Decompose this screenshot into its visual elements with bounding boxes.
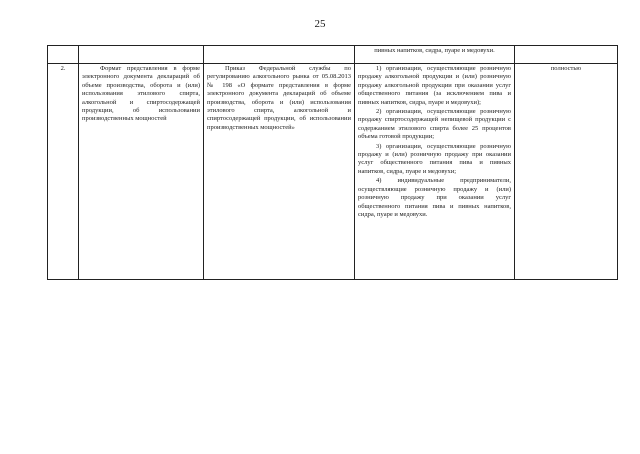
table-row bbox=[48, 64, 618, 280]
cell-act bbox=[204, 46, 355, 64]
row-number: 2. bbox=[48, 64, 79, 280]
subject-item: 2) организации, осуществляющие розничную продажу спиртосодержащей непищевой продукции с содержанием этилового спирта более 25 процентов объема готовой продукции; bbox=[358, 108, 511, 141]
requirement-name: Формат представления в форме электронного документа деклараций об объеме производства, оборота и (или) использования этилового спирта, алкогольной и спиртосодержащей продукции, об использовании производственных мощностей bbox=[82, 65, 200, 123]
legal-act-cell bbox=[204, 64, 355, 280]
subject-item: 4) индивидуальные предприниматели, осуществляющие розничную продажу и (или) розничную продажу при оказании услуг общественного питания пива и пивных напитков, сидра, пуаре и медовухи. bbox=[358, 177, 511, 218]
cell-subjects: пивных напитков, сидра, пуаре и медовухи. bbox=[355, 46, 515, 64]
cell-name bbox=[79, 46, 204, 64]
legal-act: Приказ Федеральной службы по регулированию алкогольного рынка от 05.08.2013 № 198 «О формате представления в форме электронного документа деклараций об объеме производства, оборота и (или) использования этилового спирта, алкогольной и спиртосодержащей продукции, об использовании производственных мощностей» bbox=[207, 65, 351, 131]
scope-cell: полностью bbox=[515, 64, 618, 280]
subject-item: 1) организации, осуществляющие розничную продажу алкогольной продукции и (или) розничную продажу алкогольной продукции при оказании услуг общественного питания (за исключением пива и пивных напитков, сидра, пуаре и медовухи); bbox=[358, 65, 511, 106]
cell-scope bbox=[515, 46, 618, 64]
cell-num bbox=[48, 46, 79, 64]
page-number: 25 bbox=[314, 18, 326, 30]
requirements-table bbox=[47, 45, 618, 280]
subject-item: 3) организации, осуществляющие розничную продажу и (или) розничную продажу при оказании услуг общественного питания пива и пивных напитков, сидра, пуаре и медовухи; bbox=[358, 142, 511, 175]
table-row-continuation bbox=[48, 46, 618, 64]
subjects-cell bbox=[355, 64, 515, 280]
requirement-name-cell bbox=[79, 64, 204, 280]
